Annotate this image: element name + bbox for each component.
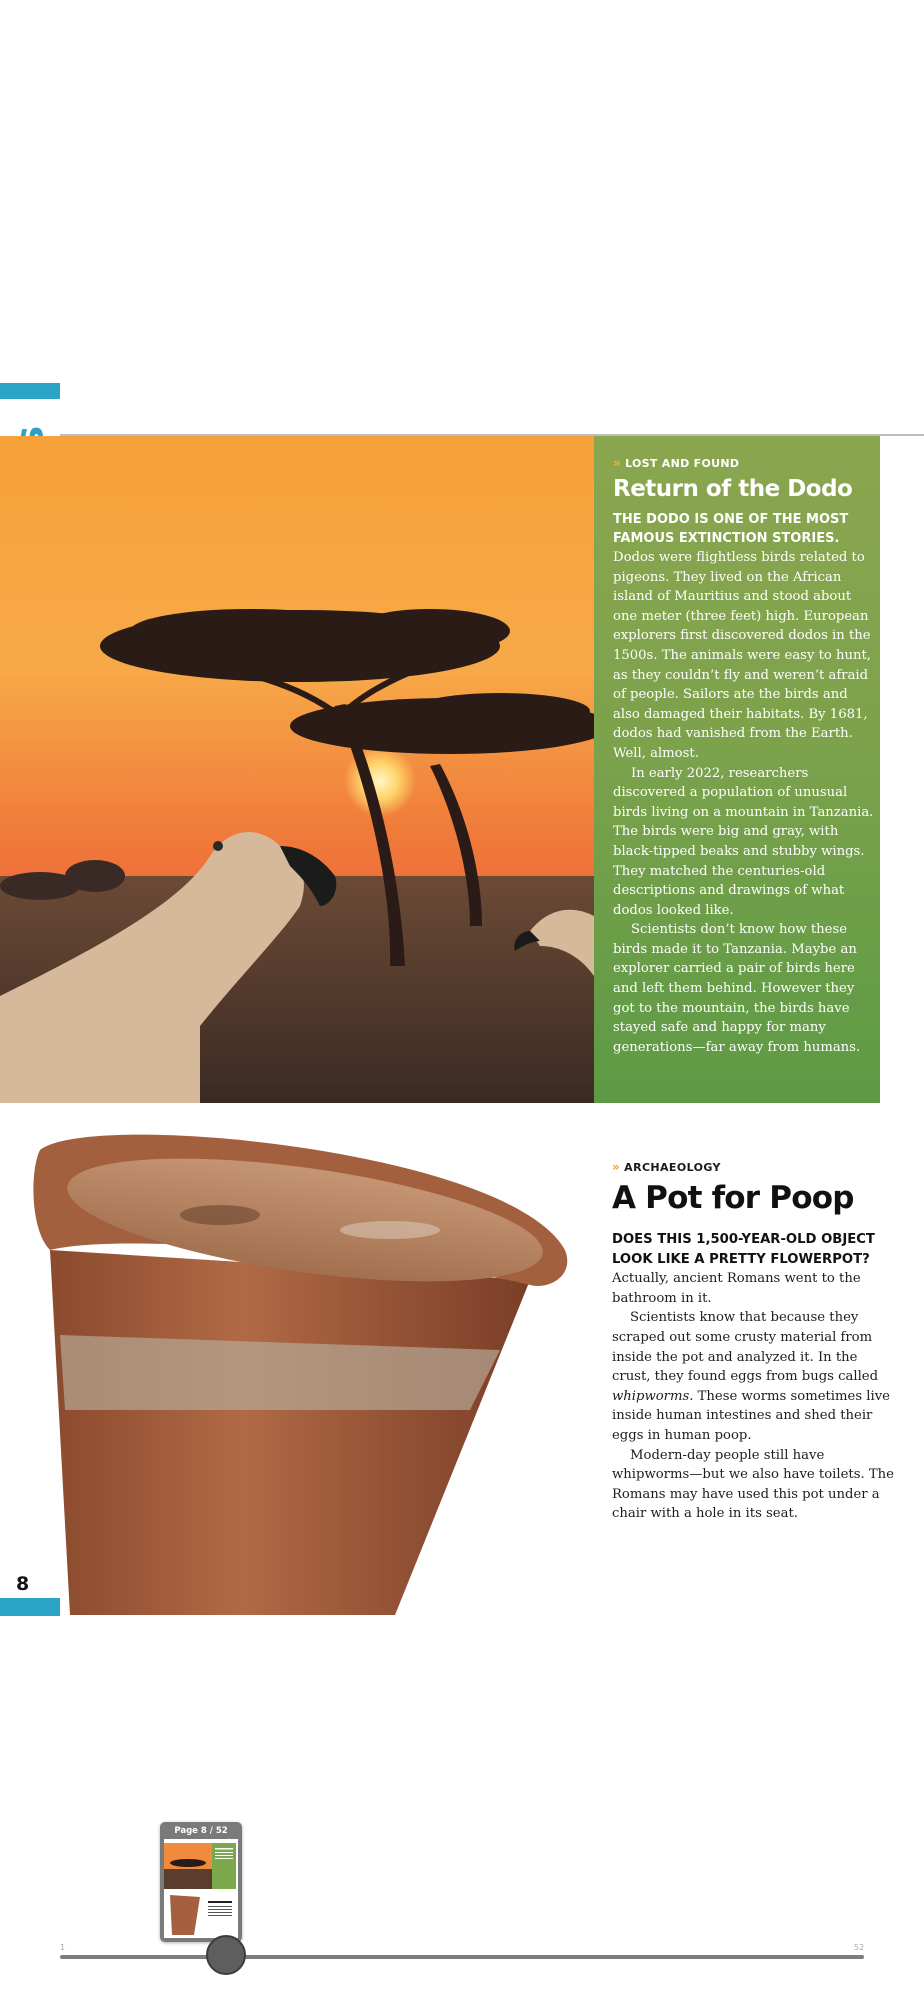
pot-paragraph-2-term: whipworms [612,1388,690,1404]
page-accent-band [0,1598,60,1616]
roman-pot-photo [30,1110,590,1615]
dodo-body [613,548,875,1057]
dodo-kicker-label: LOST AND FOUND [625,456,740,470]
page-scrubber-track[interactable] [60,1955,864,1959]
pot-paragraph-2-a: Scientists know that because they scraped out some crusty material from inside the pot and analyzed it. In the crust, they found eggs from bugs called [612,1310,879,1385]
pot-paragraph-2 [612,1308,896,1445]
pot-article [612,1160,896,1524]
dodo-dek: THE DODO IS ONE OF THE MOST FAMOUS EXTINCTION STORIES. [613,512,849,546]
dodo-paragraph-1: Dodos were flightless birds related to pigeons. They lived on the African island of Mauritius and stood about one meter (three feet) high. European explorers first discovered dodos in the 1500s. The animals were easy to hunt, as they couldn’t fly and weren’t afraid of people. Sailors ate the birds and also damaged their habitats. By 1681, dodos had vanished from the Earth. Well, almost. [613,550,871,761]
page-thumbnail-preview[interactable] [164,1839,238,1938]
dodo-headline: Return of the Dodo [613,476,853,502]
pot-kicker-label: ARCHAEOLOGY [624,1160,721,1174]
dodo-photo [0,436,594,1103]
dodo-kicker [613,456,875,470]
pot-dek: DOES THIS 1,500-YEAR-OLD OBJECT LOOK LIKE A PRETTY FLOWERPOT? [612,1232,875,1267]
scrubber-start-label: 1 [60,1943,66,1952]
pot-paragraph-2-b: . These worms sometimes live inside human intestines and shed their eggs in human poop. [612,1388,890,1443]
pot-paragraph-3: Modern-day people still have whipworms—but we also have toilets. The Romans may have used this pot under a chair with a hole in its seat. [612,1447,894,1522]
page-thumbnail-label: Page 8 / 52 [174,1826,228,1836]
kicker-chevron-icon: » [612,1160,621,1174]
page-scrubber-handle[interactable] [206,1935,246,1975]
kicker-chevron-icon: » [613,456,622,470]
dodo-paragraph-3: Scientists don’t know how these birds made it to Tanzania. Maybe an explorer carried a pair of birds here and left them behind. However they got to the mountain, the birds have stayed safe and happy for many generations—far away from humans. [613,922,861,1055]
side-accent-band-top [0,383,60,399]
pot-kicker [612,1160,896,1174]
pot-paragraph-1-rest: Actually, ancient Romans went to the bathroom in it. [612,1271,861,1306]
scrubber-end-label: 52 [854,1943,865,1952]
page-number: 8 [16,1573,30,1595]
dodo-paragraph-2: In early 2022, researchers discovered a population of unusual birds living on a mountain in Tanzania. The birds were big and gray, with black-tipped beaks and stubby wings. They matched the centuries-old descriptions and drawings of what dodos looked like. [613,765,874,918]
pot-headline: A Pot for Poop [612,1180,854,1216]
pot-body [612,1230,896,1524]
dodo-article-panel [594,436,880,1103]
